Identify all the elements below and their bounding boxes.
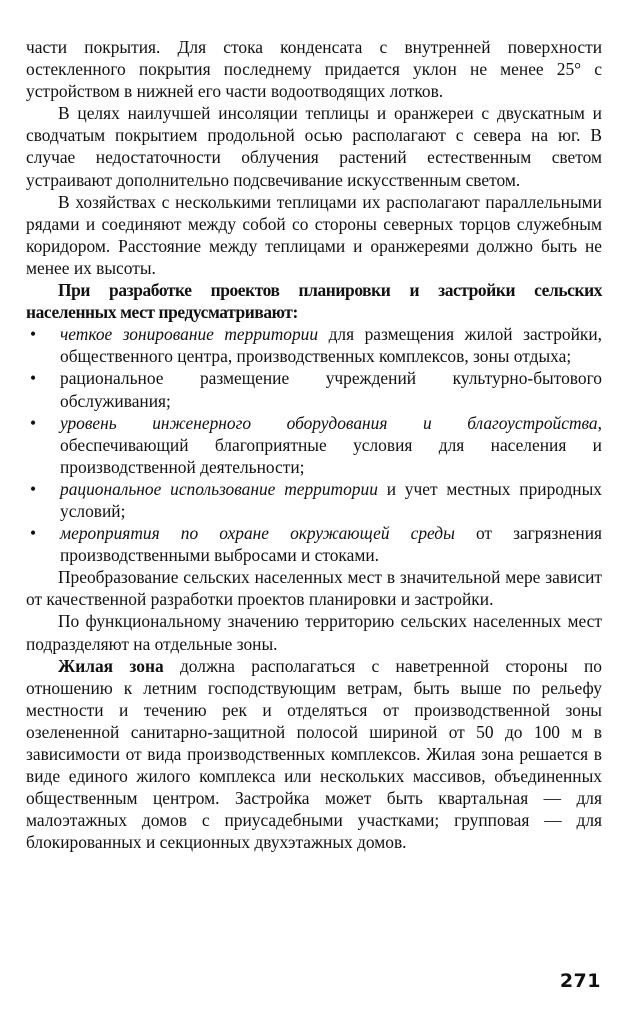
- list-item: [26, 522, 602, 566]
- paragraph-greenhouse-layout: В хозяйствах с несколькими теплицами их располагают параллельными рядами и соединяют между собой со стороны северных торцов служебным коридором. Расстояние между теплицами и оранжереями должно быть не менее их высоты.: [26, 191, 602, 278]
- list-item: [26, 367, 602, 411]
- list-item-text: рациональное размещение учреждений культурно-бытового обслуживания;: [60, 368, 602, 411]
- planning-requirements-list: [26, 323, 602, 566]
- page-body: [26, 36, 602, 853]
- list-item: [26, 323, 602, 367]
- list-item-italic: четкое зонирование территории: [60, 324, 319, 345]
- list-item-text: от загрязнения производственными выбросами и стоками.: [60, 523, 602, 566]
- list-item-italic: мероприятия по охране окружающей среды: [60, 523, 455, 544]
- paragraph-transformation: Преобразование сельских населенных мест в значительной мере зависит от качественной разработки проектов планировки и застройки.: [26, 567, 602, 610]
- bullet-marker: •: [30, 412, 37, 433]
- list-item: [26, 478, 602, 522]
- paragraph-functional-zones: По функциональному значению территорию сельских населенных мест подразделяют на отдельные зоны.: [26, 611, 602, 654]
- list-item-text: , обеспечивающий благоприятные условия для населения и производственной деятельности;: [60, 412, 602, 477]
- paragraph-residential-zone: [26, 655, 602, 854]
- list-item-italic: уровень инженерного оборудования и благоустройства: [60, 412, 598, 433]
- list-item-text: и учет местных природных условий;: [60, 478, 602, 521]
- list-item: [26, 412, 602, 478]
- page-number: 271: [559, 970, 601, 992]
- bullet-marker: •: [30, 368, 37, 389]
- bullet-marker: •: [30, 478, 37, 499]
- paragraph-insolation: В целях наилучшей инсоляции теплицы и оранжереи с двускатным и сводчатым покрытием продольной осью располагают с севера на юг. В случае недостаточности облучения растений естественным светом устраивают дополнительно подсвечивание искусственным светом.: [26, 103, 602, 190]
- bullet-marker: •: [30, 324, 37, 345]
- list-item-italic: рациональное использование территории: [60, 478, 378, 499]
- paragraph-planning-lead: При разработке проектов планировки и застройки сельских населенных мест предусматривают:: [26, 280, 602, 323]
- paragraph-roof-continuation: части покрытия. Для стока конденсата с внутренней поверхности остекленного покрытия последнему придается уклон не менее 25° с устройством в нижней его части водоотводящих лотков.: [26, 37, 602, 102]
- paragraph-residential-zone-text: должна располагаться с наветренной стороны по отношению к летним господствующим ветрам, быть выше по рельефу местности и течению рек и отделяться от производственной зоны озелененной санитарно-защитной полосой шириной от 50 до 100 м в зависимости от вида производственных комплексов. Жилая зона решается в виде единого жилого комплекса или нескольких массивов, объединенных общественным центром. Застройка может быть квартальная — для малоэтажных домов с приусадебными участками; групповая — для блокированных и секционных двухэтажных домов.: [26, 655, 602, 853]
- bullet-marker: •: [30, 523, 37, 544]
- term-residential-zone: Жилая зона: [58, 655, 164, 676]
- list-item-text: для размещения жилой застройки, общественного центра, производственных комплексов, зоны отдыха;: [60, 324, 603, 367]
